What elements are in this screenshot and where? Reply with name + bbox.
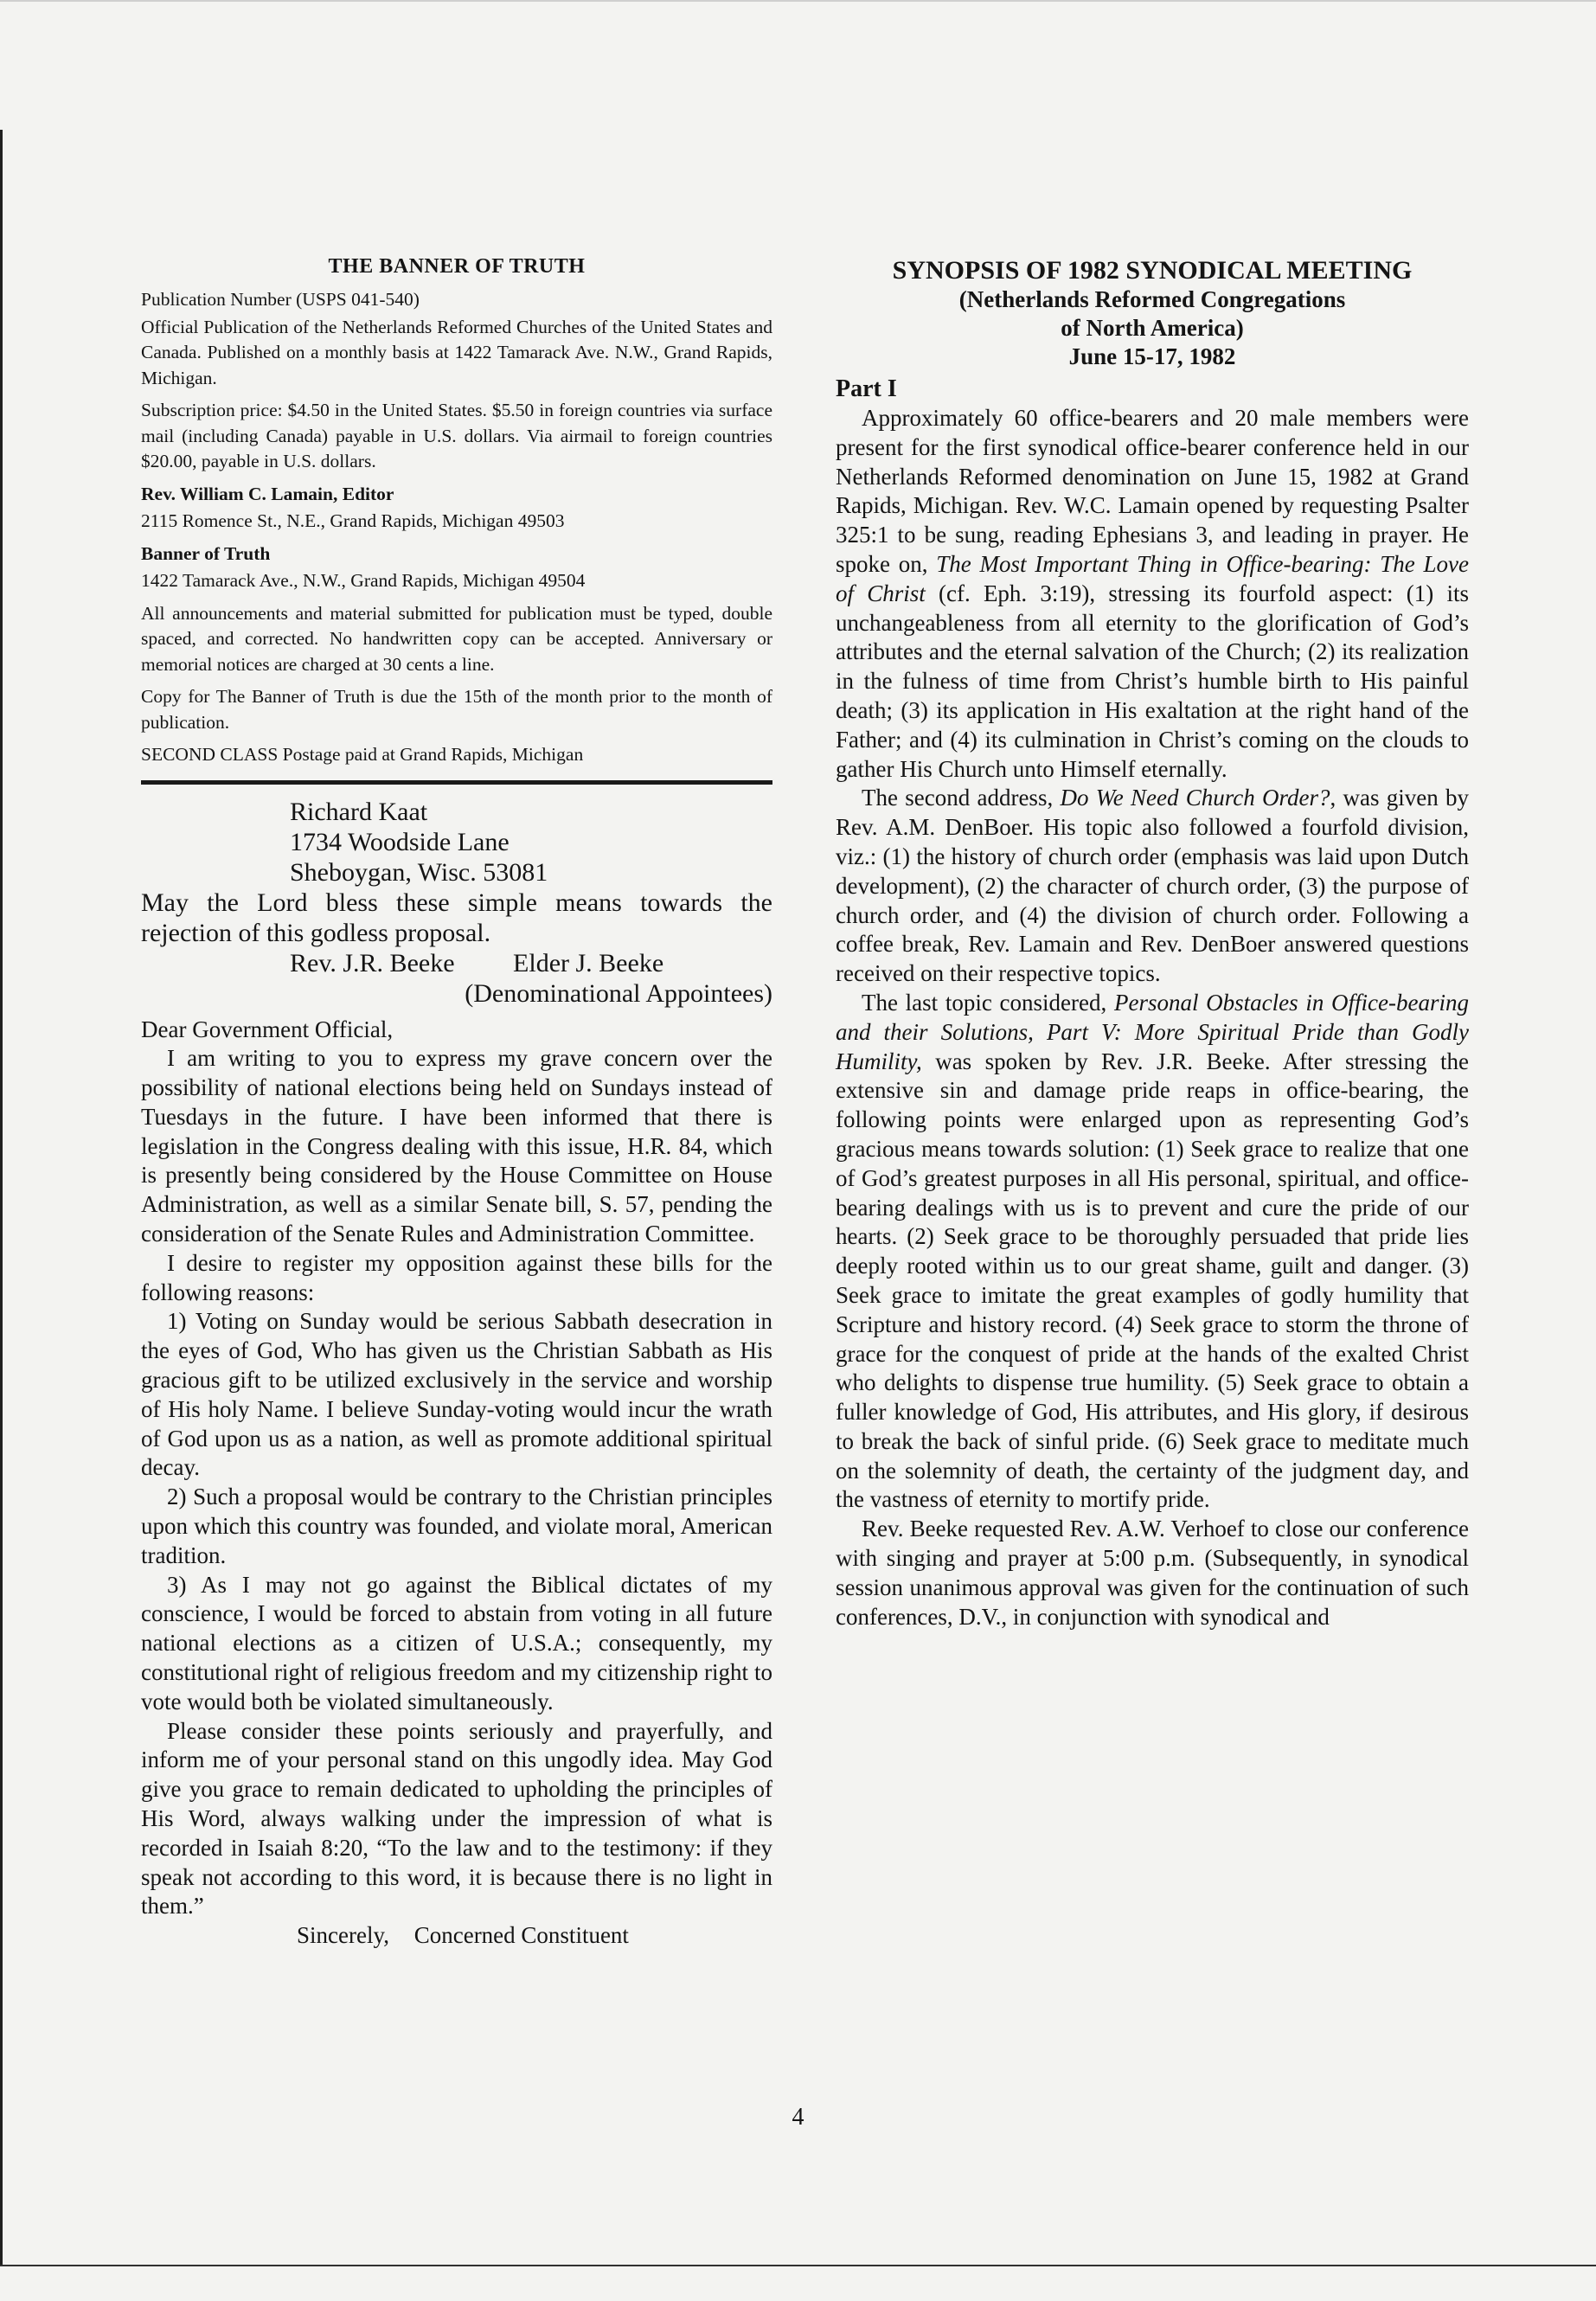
synopsis-body: [836, 404, 1469, 1631]
synopsis-p2-text-a: The second address,: [862, 785, 1061, 811]
copy-due-note: Copy for The Banner of Truth is due the 15th of the month prior to the month of publication.: [141, 686, 772, 733]
signers-line: [141, 948, 772, 978]
synopsis-p1-text-b: (cf. Eph. 3:19), stressing its fourfold aspect: (1) its unchangeableness from all eternity to the glorification of God’s attributes and the eternal salvation of the Church; (2) its realization in the fulness of time from Christ’s humble birth to His painful death; (3) its application in His exaltation at the right hand of the Father; and (4) its culmination in Christ’s coming on the clouds to gather His Church unto Himself eternally.: [836, 580, 1469, 782]
appointees-label: (Denominational Appointees): [465, 978, 772, 1008]
letter-paragraph: I am writing to you to express my grave concern over the possibility of national elections being held on Sundays instead of Tuesdays in the future. I have been informed that there is legislation in the Congress dealing with this issue, H.R. 84, which is presently being considered by the House Committee on House Administration, as well as a similar Senate bill, S. 57, pending the consideration of the Senate Rules and Administration Committee.: [141, 1045, 772, 1247]
right-column: [836, 255, 1469, 1631]
synopsis-p3-text-a: The last topic considered,: [862, 989, 1114, 1016]
official-publication: Official Publication of the Netherlands Reformed Churches of the United States and Canada. Published on a monthly basis at 1422 Tamarack Ave. N.W., Grand Rapids, Michigan.: [141, 316, 772, 388]
signoff-name: Concerned Constituent: [413, 1922, 629, 1949]
letter-reason-1: 1) Voting on Sunday would be serious Sabbath desecration in the eyes of God, Who has given us the Christian Sabbath as His gracious gift to be utilized exclusively in the service and worship of His holy Name. I believe Sunday-voting would incur the wrath of God upon us as a nation, as well as promote additional spiritual decay.: [141, 1308, 772, 1481]
address-street: 1734 Woodside Lane: [290, 827, 510, 856]
synopsis-part-heading: Part I: [836, 375, 897, 402]
synopsis-title: SYNOPSIS OF 1982 SYNODICAL MEETING: [892, 256, 1413, 285]
editor-name: Rev. William C. Lamain, Editor: [141, 483, 394, 504]
synopsis-subtitle-1: (Netherlands Reformed Congregations: [958, 286, 1346, 312]
signer-rev: Rev. J.R. Beeke: [290, 948, 455, 977]
letter-reason-3: 3) As I may not go against the Biblical dictates of my conscience, I would be forced to abstain from voting in all future national elections as a citizen of U.S.A.; consequently, my constitutional right of religious freedom and my citizenship right to vote would both be violated simultaneously.: [141, 1571, 772, 1715]
masthead-divider: [141, 780, 772, 785]
address-name: Richard Kaat: [290, 797, 428, 826]
left-column: [141, 255, 772, 1951]
letter-paragraph: Please consider these points seriously and prayerfully, and inform me of your personal stand on this ungodly idea. May God give you grace to remain dedicated to upholding the principles of His Word, always walking under the impression of what is recorded in Isaiah 8:20, “To the law and to the testimony: if they speak not according to this word, it is because there is no light in them.”: [141, 1717, 772, 1920]
synopsis-p2-text-b: , was given by Rev. A.M. DenBoer. His topic also followed a fourfold division, viz.: (1) the history of church order (emphasis was laid upon Dutch development), (2) the character of church order, (3) the purpose of church order, and (4) the division of church order. Following a coffee break, Rev. Lamain and Rev. DenBoer answered questions received on their respective topics.: [836, 785, 1469, 987]
address-block: [290, 797, 772, 888]
letter-reason-2: 2) Such a proposal would be contrary to the Christian principles upon which this country was founded, and violate moral, American tradition.: [141, 1484, 772, 1568]
masthead-title: THE BANNER OF TRUTH: [328, 255, 586, 278]
synopsis-p3-text-b: was spoken by Rev. J.R. Beeke. After stressing the extensive sin and damage pride reaps in office-bearing, the following points were enlarged upon as representing God’s gracious means towards solution: (1) Seek grace to realize that one of God’s greatest purposes in all His personal, spiritual, and office-bearing dealings with us is to prevent and cure the pride of our hearts. (2) Seek grace to be thoroughly persuaded that pride lies deeply rooted within us to our great shame, guilt and danger. (3) Seek grace to imitate the great examples of godly humility that Scripture and history record. (4) Seek grace to storm the throne of grace for the conquest of pride at the hands of the exalted Christ who delights to dispense true humility. (5) Seek grace to obtain a fuller knowledge of God, His attributes, and His glory, if desirous to break the back of sinful pride. (6) Seek grace to meditate much on the solemnity of death, the certainty of the judgment day, and the vastness of eternity to mortify pride.: [836, 1048, 1469, 1513]
letter-salutation: Dear Government Official,: [141, 1016, 394, 1042]
synopsis-paragraph: [836, 784, 1469, 989]
banner-name: Banner of Truth: [141, 542, 271, 564]
subscription-price: Subscription price: $4.50 in the United States. $5.50 in foreign countries via surface mail (including Canada) payable in U.S. dollars. Via airmail to foreign countries $20.00, payable in U.S. dollars.: [141, 400, 772, 471]
postage-note: SECOND CLASS Postage paid at Grand Rapids, Michigan: [141, 744, 584, 765]
synopsis-dates: June 15-17, 1982: [1068, 343, 1236, 369]
letter: [141, 1016, 772, 1952]
signoff-sincerely: Sincerely,: [297, 1922, 389, 1949]
announcements-note: All announcements and material submitted for publication must be typed, double spaced, and corrected. No handwritten copy can be accepted. Anniversary or memorial notices are charged at 30 cents a line.: [141, 602, 772, 675]
banner-address: 1422 Tamarack Ave., N.W., Grand Rapids, Michigan 49504: [141, 570, 586, 591]
page-edge-left: [0, 130, 3, 2266]
editor-address: 2115 Romence St., N.E., Grand Rapids, Michigan 49503: [141, 510, 565, 531]
synopsis-p1-title: The Most Important Thing in Office-bearing: The Love of Christ: [836, 550, 1470, 606]
synopsis-p3-title: Personal Obstacles in Office-bearing and their Solutions, Part V: More Spiritual Pride than Godly Humility,: [836, 989, 1469, 1074]
synopsis-paragraph: [836, 989, 1469, 1515]
address-city: Sheboygan, Wisc. 53081: [290, 857, 548, 887]
page-edge-top: [0, 0, 1596, 2]
masthead: [141, 255, 772, 768]
publication-number: Publication Number (USPS 041-540): [141, 289, 420, 310]
synopsis-p1-text-a: Approximately 60 office-bearers and 20 male members were present for the first synodical office-bearer conference held in our Netherlands Reformed denomination on June 15, 1982 at Grand Rapids, Michigan. Rev. W.C. Lamain opened by requesting Psalter 325:1 to be sung, reading Ephesians 3, and leading in prayer. He spoke on,: [836, 405, 1469, 577]
letter-signoff: [141, 1921, 772, 1951]
synopsis-paragraph: [836, 404, 1469, 784]
page-edge-bottom: [0, 2265, 1596, 2266]
signer-elder: Elder J. Beeke: [513, 948, 664, 977]
page-number: 4: [792, 2104, 804, 2131]
synopsis-paragraph: Rev. Beeke requested Rev. A.W. Verhoef to close our conference with singing and prayer at 5:00 p.m. (Subsequently, in synodical session unanimous approval was given for the continuation of such conferences, D.V., in conjunction with synodical and: [836, 1516, 1469, 1630]
blessing-text: May the Lord bless these simple means towards the rejection of this godless proposal.: [141, 888, 772, 947]
synopsis-subtitle-2: of North America): [1061, 315, 1244, 341]
synopsis-p2-title: Do We Need Church Order?: [1060, 785, 1330, 811]
closing-block: [141, 888, 772, 1009]
letter-paragraph: I desire to register my opposition against these bills for the following reasons:: [141, 1249, 772, 1305]
